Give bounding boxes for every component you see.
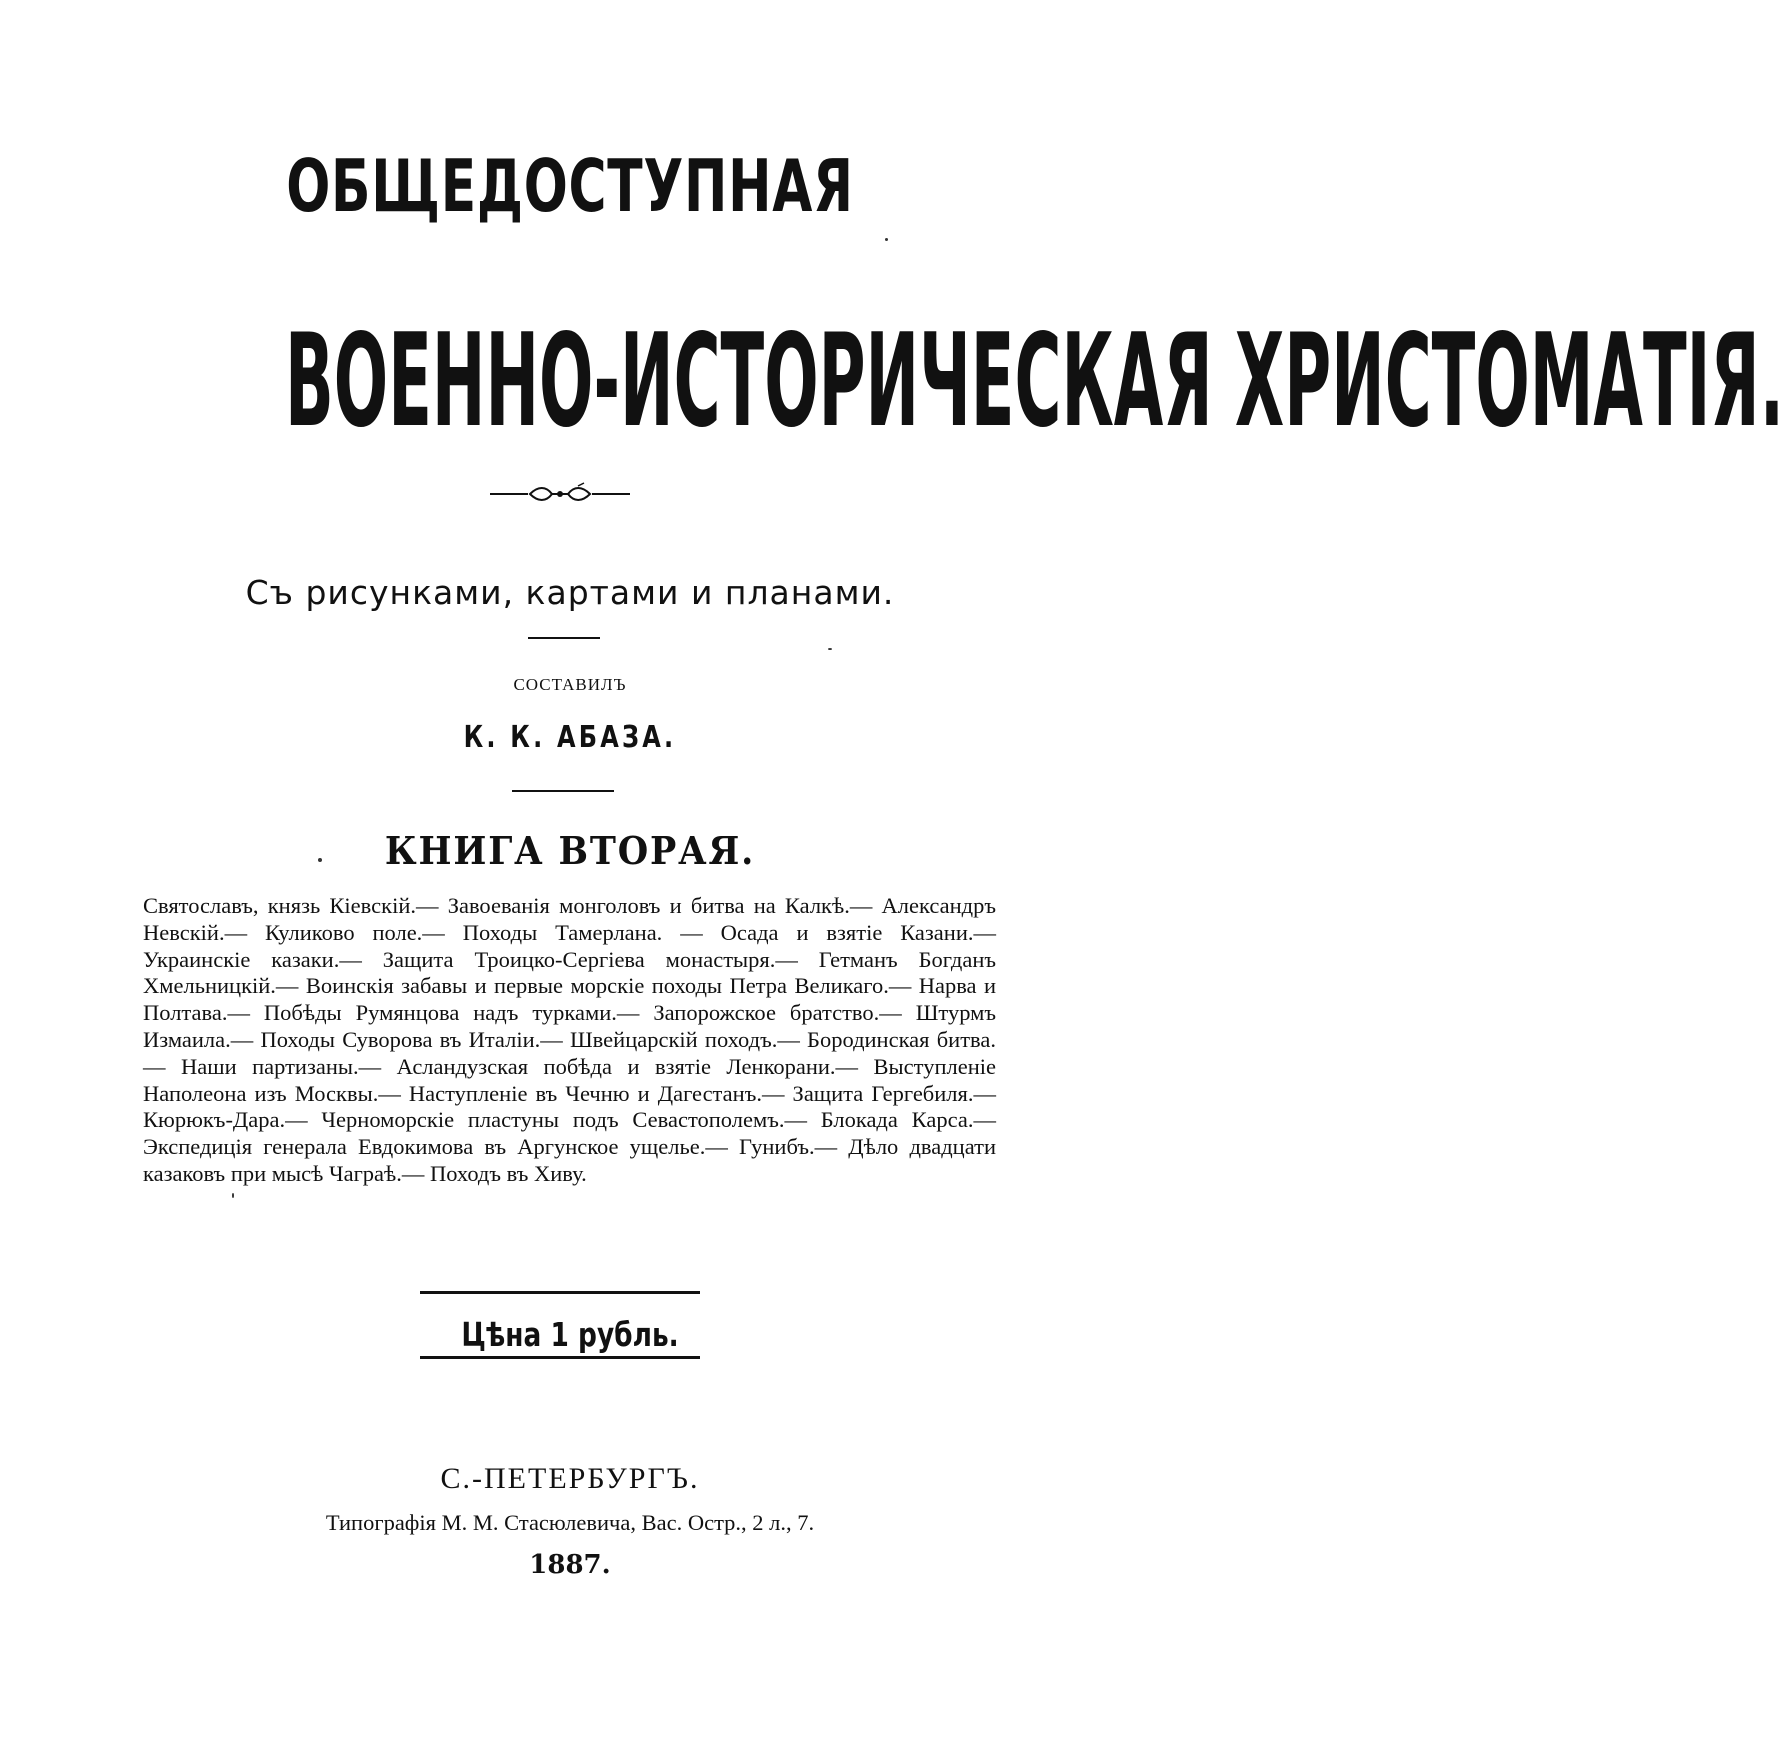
divider-rule <box>512 790 614 792</box>
contents-list: Святославъ, князь Кіевскій.— Завоеванія монголовъ и битва на Калкѣ.— Александръ Невскій.— Куликово поле.— Походы Тамерлана. — Осада и взятіе Казани.— Украинскіе казаки.— Защита Троицко-Сергіева монастыря.— Гетманъ Богданъ Хмельницкій.— Воинскія забавы и первые морскіе походы Петра Великаго.— Нарва и Полтава.— Побѣды Румянцова надъ турками.— Запорожское братство.— Штурмъ Измаила.— Походы Суворова въ Италіи.— Швейцарскій походъ.— Бородинская битва.— Наши партизаны.— Асландузская побѣда и взятіе Ленкорани.— Выступленіе Наполеона изъ Москвы.— Наступленіе въ Чечню и Дагестанъ.— Защита Гергебиля.— Кюрюкъ-Дара.— Черноморскіе пластуны подъ Севастополемъ.— Блокада Карса.— Экспедиція генерала Евдокимова въ Аргунское ущелье.— Гунибъ.— Дѣло двадцати казаковъ при мысѣ Чаграѣ.— Походъ въ Хиву. <box>143 893 996 1186</box>
print-speck <box>318 858 322 862</box>
author-name: К. К. АБАЗА. <box>463 720 677 755</box>
publication-year: 1887. <box>529 1550 611 1580</box>
divider-rule <box>528 637 600 639</box>
printer-line: Типографія М. М. Стасюлевича, Вас. Остр., 2 л., 7. <box>325 1510 815 1535</box>
divider-flourish-icon <box>490 482 630 506</box>
print-speck <box>828 648 832 650</box>
price: Цѣна 1 рубль. <box>461 1315 679 1354</box>
price-rule-bottom <box>420 1356 700 1359</box>
price-rule-top <box>420 1291 700 1294</box>
publication-city: С.-ПЕТЕРБУРГЪ. <box>440 1462 700 1495</box>
composed-by-label: СОСТАВИЛЪ <box>513 675 627 694</box>
print-speck <box>232 1193 234 1198</box>
title-line-2: ВОЕННО-ИСТОРИЧЕСКАЯ ХРИСТОМАТІЯ. <box>285 307 1784 456</box>
subtitle: Съ рисунками, картами и планами. <box>245 573 895 612</box>
book-number: КНИГА ВТОРАЯ. <box>384 828 756 873</box>
title-line-1: ОБЩЕДОСТУПНАЯ <box>286 144 854 228</box>
print-speck <box>885 238 888 241</box>
